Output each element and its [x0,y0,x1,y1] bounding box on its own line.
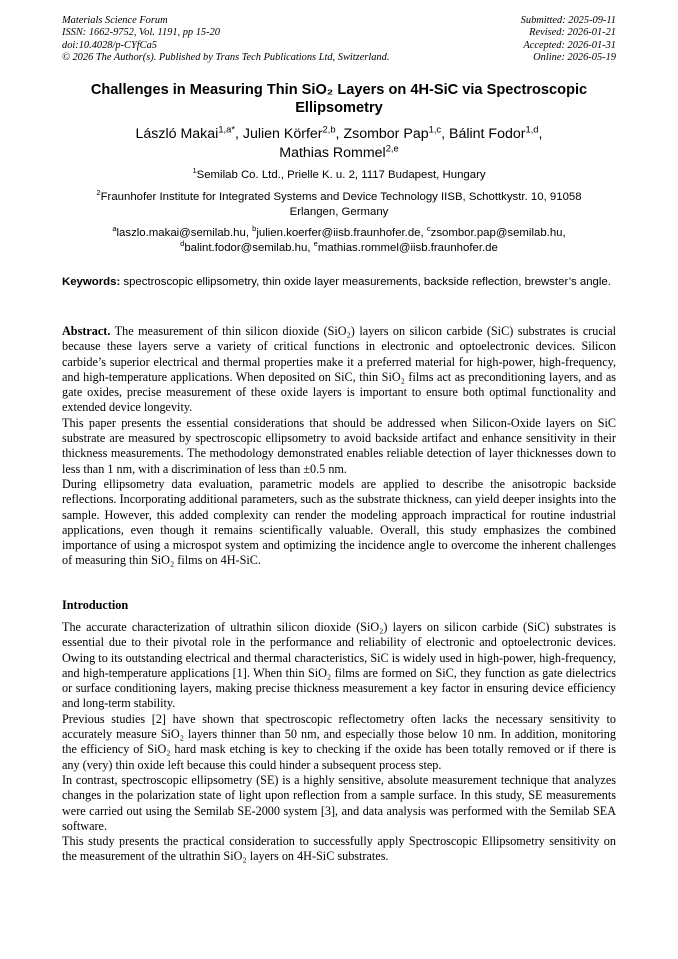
abstract-section [62,324,616,569]
abstract-paragraph: The measurement of thin silicon dioxide (SiO₂) layers on silicon carbide (SiC) substrates is crucial because these layers serve a variety of critical functions in electronic and optoelectronic devices. Silicon carbide’s superior electrical and thermal properties make it a preferred material for high-power, high-frequency, and high-temperature applications. When deposited on SiC, thin SiO₂ films act as preconditioning layers, and as gate oxides, precise measurement of these oxide layers is important to ensure both optimal functionality and extended device longevity. [62,324,616,415]
abstract-paragraph: This paper presents the essential considerations that should be addressed when Silicon-Oxide layers on SiC substrate are measured by spectroscopic ellipsometry to avoid backside artifact and enhance sensitivity in their thickness measurements. The methodology demonstrated enables reliable detection of layer thicknesses down to less than 1 nm, with a discrimination of less than ±0.5 nm. [62,415,616,476]
copyright-line: © 2026 The Author(s). Published by Trans Tech Publications Ltd, Switzerland. [62,51,390,63]
keywords-text: spectroscopic ellipsometry, thin oxide layer measurements, backside reflection, brewster’s angle. [123,276,611,288]
author-name: Mathias Rommel [279,144,386,161]
submitted-date: Submitted: 2025-09-11 [520,15,616,26]
author-sup: 1,c [428,124,442,135]
email-link[interactable]: zsombor.pap@semilab.hu, [430,227,566,239]
issn-line: ISSN: 1662-9752, Vol. 1191, pp 15-20 [62,27,220,39]
keywords-label: Keywords: [62,276,121,288]
paper-title [62,81,616,117]
doi-line[interactable]: doi:10.4028/p-CYfCa5 [62,39,157,51]
introduction-section [62,620,616,865]
author-name: Bálint Fodor [449,126,526,142]
email-sup: e [313,238,318,248]
author-name: Julien Körfer [242,126,323,142]
author-list: László Makai$^{1,a*}$, Julien Körfer$^{2,b}$, Zsombor Pap$^{1,c}$, Bálint Fodor$^{1,d}$, Mathias Rommel$^{2,e}$ [135,124,543,161]
affiliation-text: Erlangen, Germany [289,205,389,218]
intro-paragraph: In contrast, spectroscopic ellipsometry (SE) is a highly sensitive, absolute measurement technique that analyzes changes in the polarization state of light upon reflection from a sample surface. In this study, SE measurements were carried out using the Semilab SE-2000 system [3], and data analysis was performed with the Semilab SEA software. [62,772,616,833]
dates-header [521,15,616,64]
section-heading-introduction: Introduction [62,598,129,612]
author-name: Zsombor Pap [343,126,429,142]
abstract-paragraph: During ellipsometry data evaluation, parametric models are applied to describe the anisotropic backside reflections. Incorporating additional parameters, such as the substrate thickness, can yield deeper insights into the sample. However, this added complexity can render the modeling approach impractical for routine industrial applications, even though it remains scientifically valuable. Overall, this study emphasizes the combined importance of using a microspot system and optimizing the incidence angle to overcome the inherent challenges of measuring thin SiO₂ films on 4H-SiC. [62,476,616,568]
abstract-label: Abstract. [62,324,111,338]
journal-name: Materials Science Forum [62,15,168,26]
online-date: Online: 2026-05-19 [533,51,616,63]
accepted-date: Accepted: 2026-01-31 [523,39,616,51]
author-sup: 2,b [322,124,336,135]
intro-paragraph: The accurate characterization of ultrathin silicon dioxide (SiO₂) layers on silicon carbide (SiC) substrates is essential due to their pivotal role in the performance and reliability of electronic and optoelectronic devices. Owing to its outstanding electrical and thermal characteristics, SiC is widely used in high-power, high-frequency, and high-temperature applications [1]. When thin SiO₂ films are formed on SiC, they function as gate dielectrics or surface conditioning layers, making precise thickness measurement a key factor in ensuring device efficiency and long-term stability. [62,620,616,711]
email-link[interactable]: laszlo.makai@semilab.hu, [116,227,249,239]
title-line-2: Ellipsometry [295,100,383,116]
author-sup: 1,a* [218,124,235,135]
email-sup: c [426,224,431,234]
email-sup: d [180,238,185,248]
email-link[interactable]: mathias.rommel@iisb.fraunhofer.de [317,241,498,254]
affiliation-text: Fraunhofer Institute for Integrated Systems and Device Technology IISB, Schottkystr. 10, 91058 [100,191,582,203]
email-sup: a [112,224,117,234]
affiliation-text: Semilab Co. Ltd., Prielle K. u. 2, 1117 Budapest, Hungary [196,169,486,181]
intro-paragraph: This study presents the practical consideration to successfully apply Spectroscopic Ellipsometry sensitivity on the measurement of the ultrathin SiO₂ layers on 4H-SiC substrates. [62,834,616,864]
affiliation-1 [62,168,616,183]
email-sup: b [252,224,257,234]
author-name: László Makai [135,126,219,142]
email-link[interactable]: balint.fodor@semilab.hu, [184,241,311,254]
intro-paragraph: Previous studies [2] have shown that spectroscopic reflectometry often lacks the necessary sensitivity to accurately measure SiO₂ layers thinner than 50 nm, and especially those below 10 nm. In addition, monitoring the efficiency of SiO₂ hard mask etching is key to checking if the oxide has been totally removed or if there is any (very) thin oxide left because this could hinder a subsequent process step. [62,711,616,772]
author-sup: 1,d [525,124,539,135]
affiliation-sup: 1 [192,166,197,176]
revised-date: Revised: 2026-01-21 [529,27,616,39]
affiliation-2 [62,190,616,219]
journal-header [62,15,389,64]
title-line-1: Challenges in Measuring Thin SiO₂ Layers on 4H-SiC via Spectroscopic [90,82,588,98]
affiliation-sup: 2 [96,188,101,198]
author-sup: 2,e [385,142,399,153]
email-link[interactable]: julien.koerfer@iisb.fraunhofer.de, [256,227,424,239]
keywords [62,275,616,290]
email-list [62,226,616,255]
